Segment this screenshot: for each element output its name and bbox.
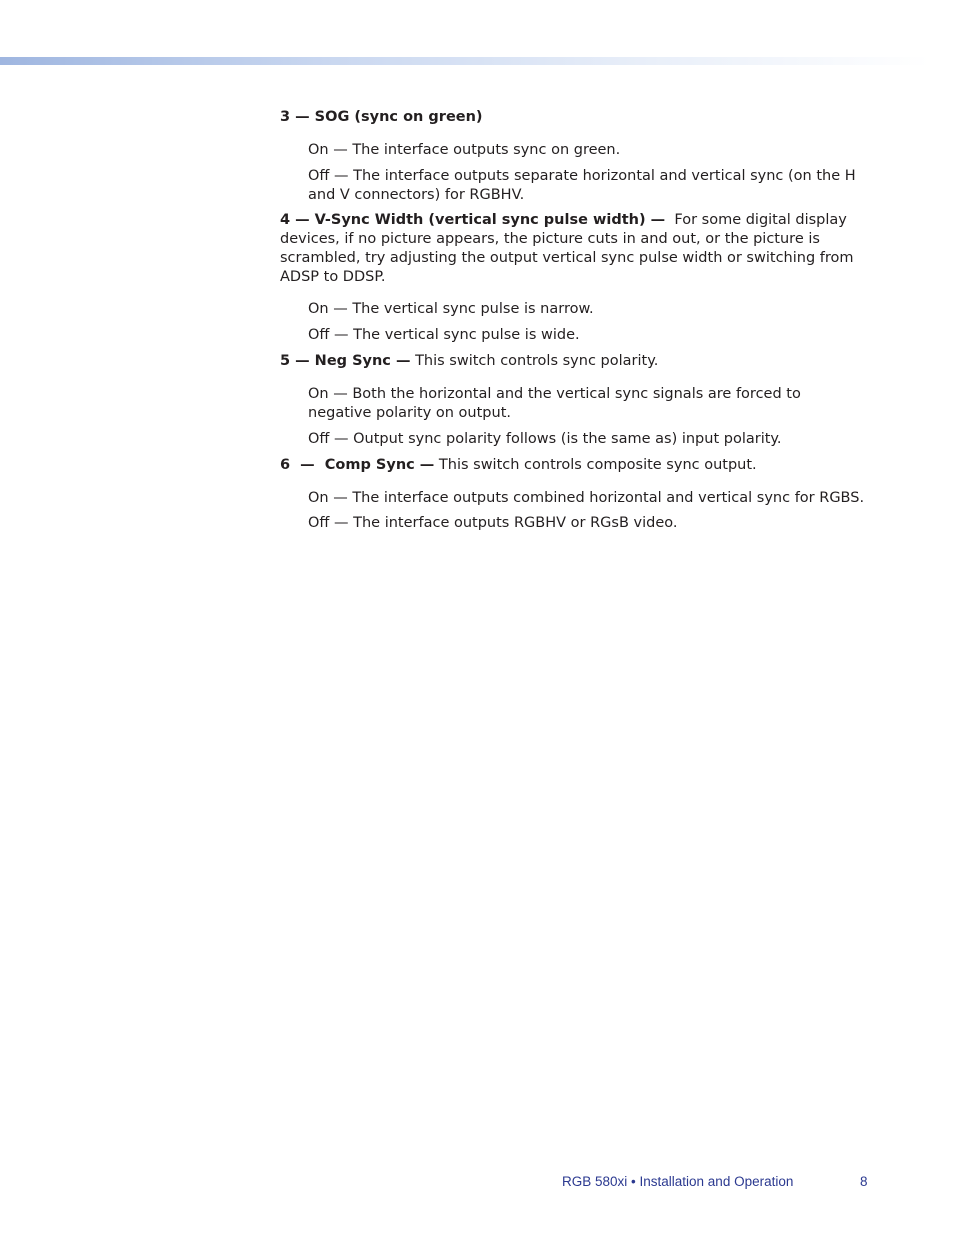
section-5-paragraph: [280, 352, 868, 371]
section-3-on: On — The interface outputs sync on green.: [308, 142, 621, 158]
section-5-off: Off — Output sync polarity follows (is the same as) input polarity.: [308, 431, 782, 447]
section-6-on: On — The interface outputs combined horizontal and vertical sync for RGBS.: [308, 490, 865, 506]
footer-title: RGB 580xi • Installation and Operation: [562, 1174, 794, 1189]
header-gradient-bar: [0, 57, 930, 65]
section-3-off: Off — The interface outputs separate horizontal and vertical sync (on the H and V connectors) for RGBHV.: [308, 168, 856, 203]
section-6-off: Off — The interface outputs RGBHV or RGsB video.: [308, 515, 678, 531]
section-5-label: 5 — Neg Sync —: [280, 353, 411, 369]
section-4-off: Off — The vertical sync pulse is wide.: [308, 327, 580, 343]
section-6-text: This switch controls composite sync output.: [438, 457, 757, 473]
section-4-label: 4 — V-Sync Width (vertical sync pulse width) —: [280, 212, 666, 228]
section-6-paragraph: [280, 456, 868, 475]
section-5-on: On — Both the horizontal and the vertical sync signals are forced to negative polarity on output.: [308, 386, 801, 421]
section-3-heading: 3 — SOG (sync on green): [280, 109, 483, 125]
section-5-text: This switch controls sync polarity.: [415, 353, 659, 369]
page-number: 8: [860, 1174, 868, 1189]
section-4-text: For some digital display devices, if no picture appears, the picture cuts in and out, or the picture is scrambled, try adjusting the output vertical sync pulse width or switching from ADSP to DDSP.: [280, 212, 854, 285]
section-4-paragraph: [280, 211, 868, 287]
section-4-on: On — The vertical sync pulse is narrow.: [308, 301, 594, 317]
section-6-label: 6 — Comp Sync —: [280, 457, 435, 473]
document-body: [280, 108, 868, 533]
